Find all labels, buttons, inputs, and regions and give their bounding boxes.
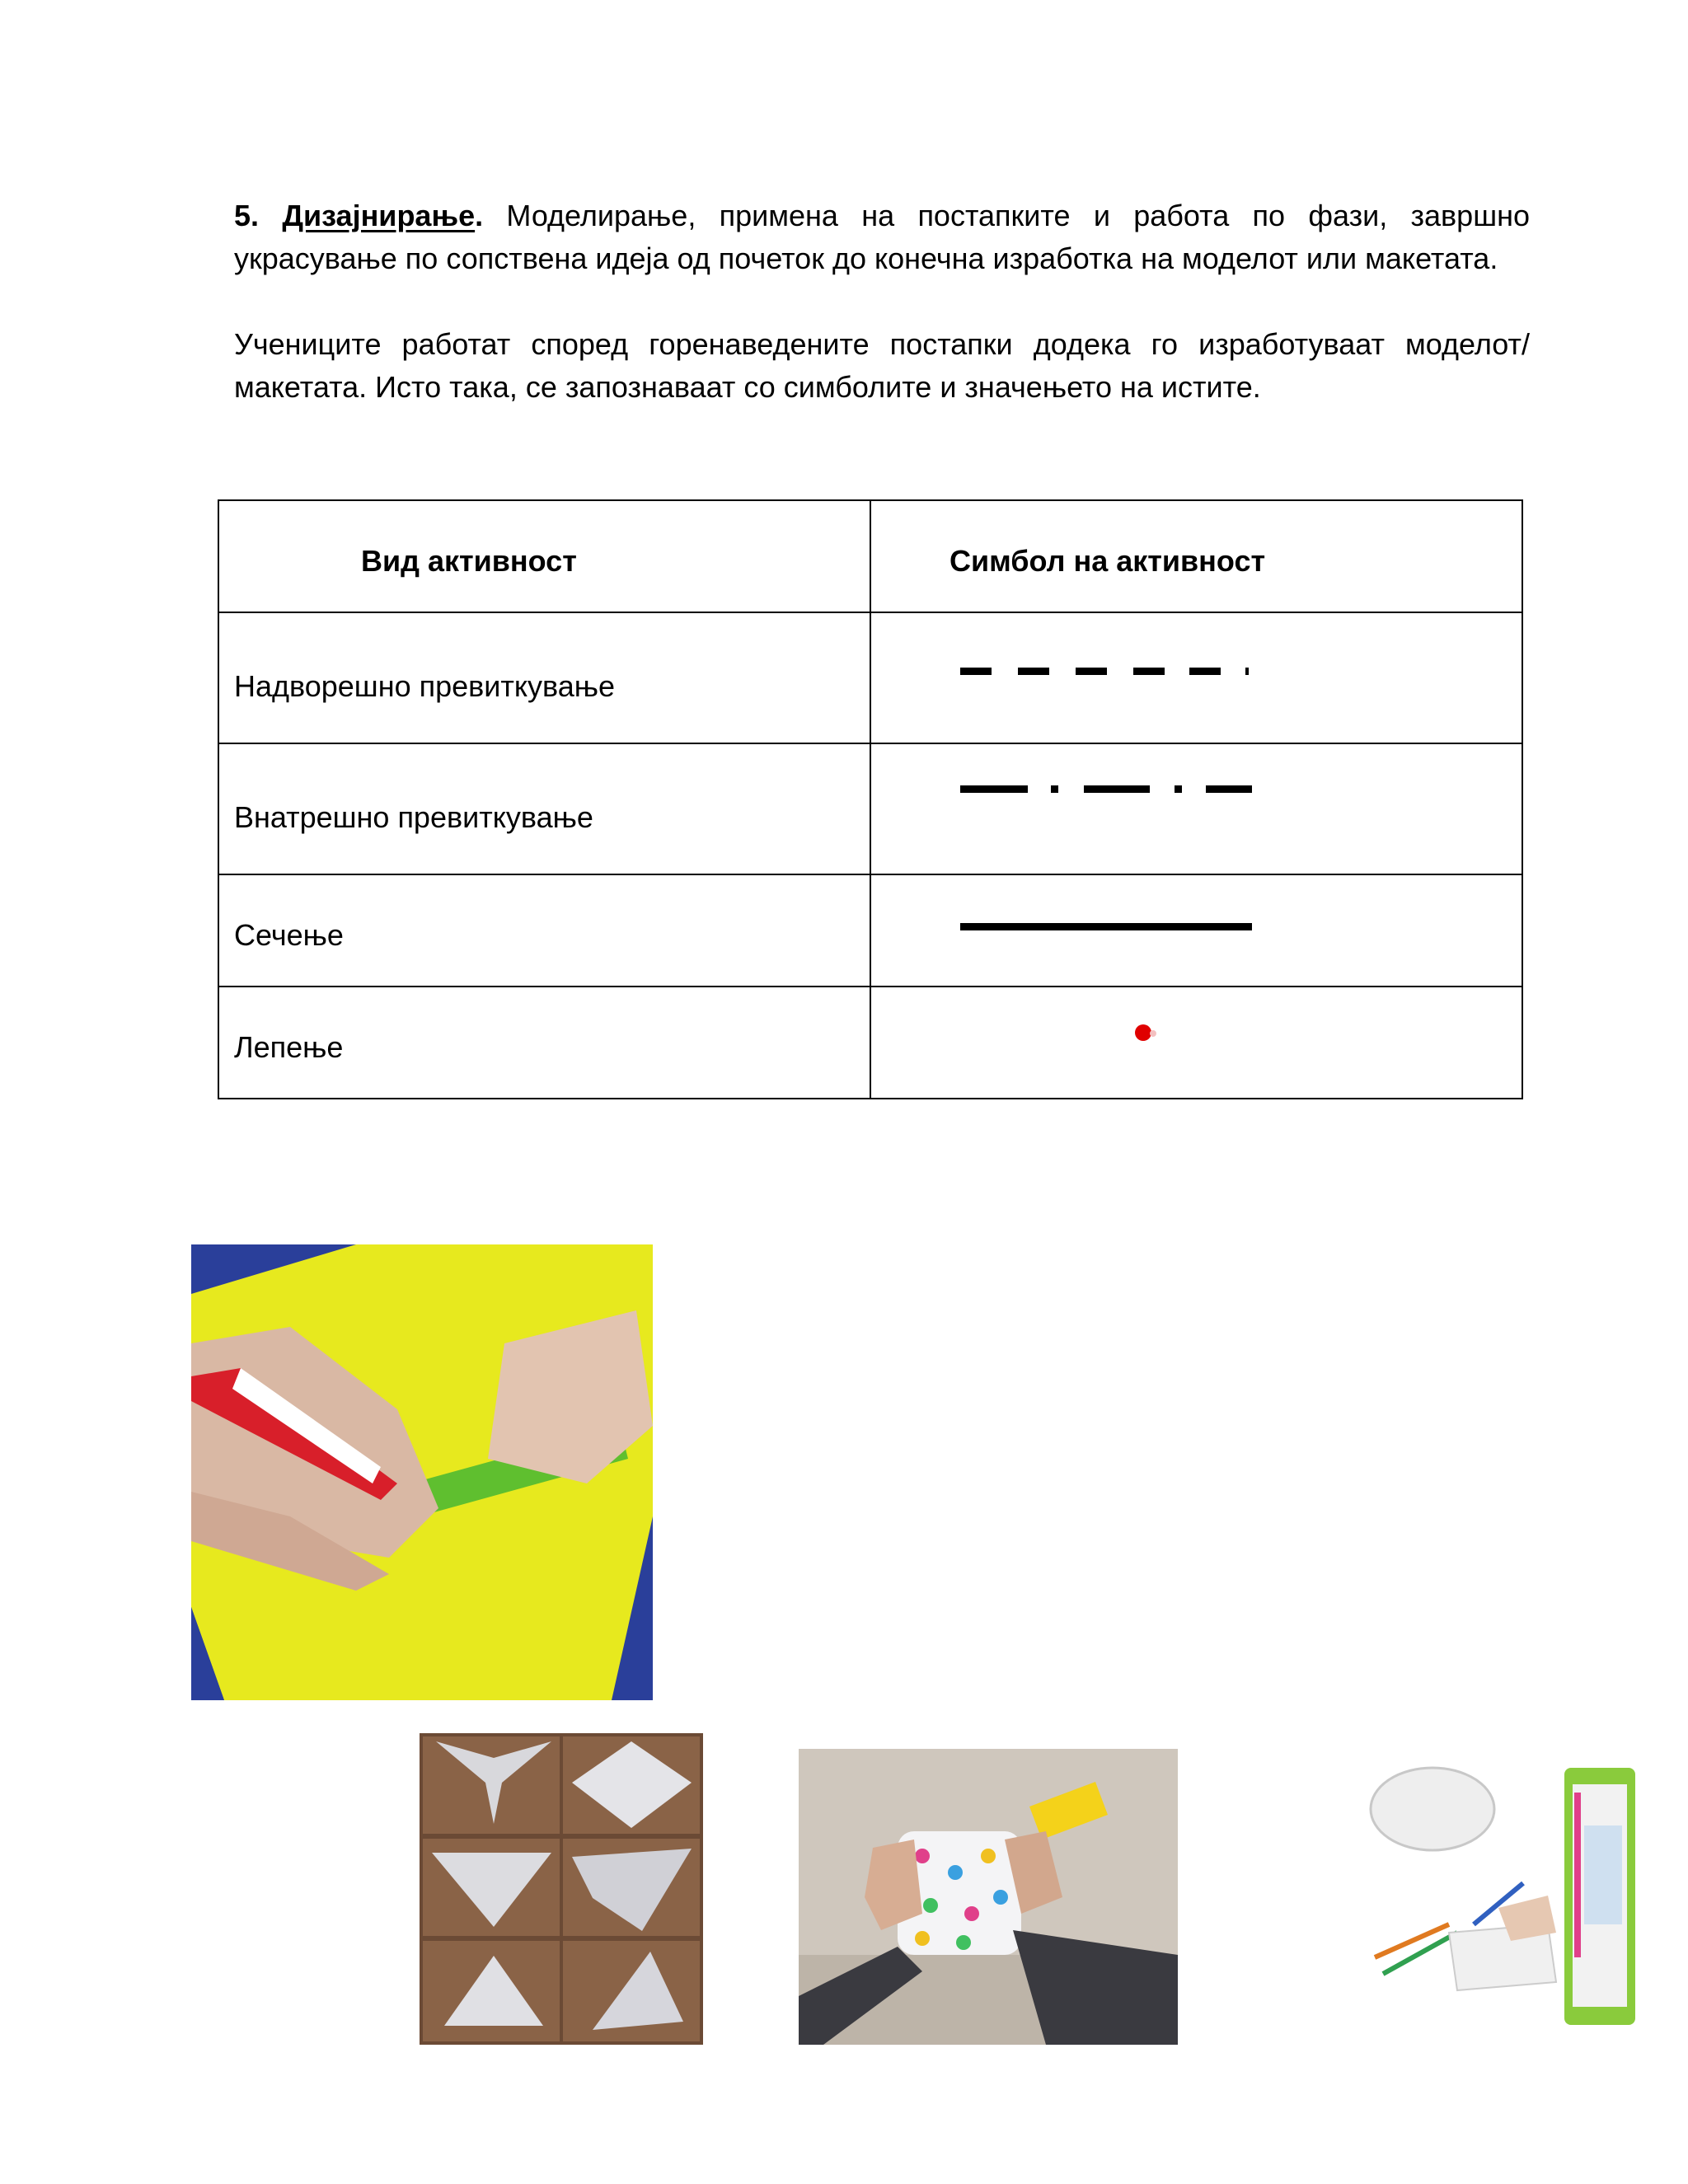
- section-heading-dot: .: [475, 199, 484, 232]
- header-activity-symbol: Симбол на активност: [870, 500, 1522, 612]
- table-row: [218, 612, 1522, 743]
- symbol-cell: [870, 987, 1522, 1099]
- table-row: [218, 874, 1522, 987]
- photo-gluing-paper-tube: [799, 1749, 1178, 2045]
- activity-symbol-table: [218, 499, 1523, 1099]
- table-row: [218, 987, 1522, 1099]
- symbol-cell: [870, 874, 1522, 987]
- solid-line-symbol: [960, 920, 1257, 933]
- section-number: 5.: [234, 199, 260, 232]
- photo-origami-steps: [420, 1733, 703, 2045]
- activity-cutting: Сечење: [218, 874, 870, 987]
- section-paragraph2: Учениците работат според горенаведените постапки додека го изработуваат моделот/макетата. Исто така, се запознаваат со симболите и значењето на истите.: [234, 327, 1530, 404]
- symbol-cell: [870, 612, 1522, 743]
- activity-inner-fold: Внатрешно превиткување: [218, 743, 870, 874]
- section-paragraph1: Моделирање, примена на постапките и работа по фази, завршно украсување по сопствена идеја од почеток до конечна изработка на моделот или макетата.: [234, 199, 1530, 275]
- section-heading: Дизајнирање: [282, 199, 476, 232]
- symbol-cell: [870, 743, 1522, 874]
- table-header-row: [218, 500, 1522, 612]
- section-paragraph-intro: [234, 194, 1530, 280]
- photo-drawing-with-ruler: [191, 1244, 653, 1700]
- dash-dot-line-symbol: [960, 782, 1257, 795]
- activity-gluing: Лепење: [218, 987, 870, 1099]
- photo-craft-kit: [1358, 1718, 1665, 2036]
- activity-outer-fold: Надворешно превиткување: [218, 612, 870, 743]
- dashed-line-symbol: [960, 664, 1257, 677]
- header-activity-type: Вид активност: [218, 500, 870, 612]
- table-row: [218, 743, 1522, 874]
- red-dot-symbol: [1133, 1020, 1166, 1045]
